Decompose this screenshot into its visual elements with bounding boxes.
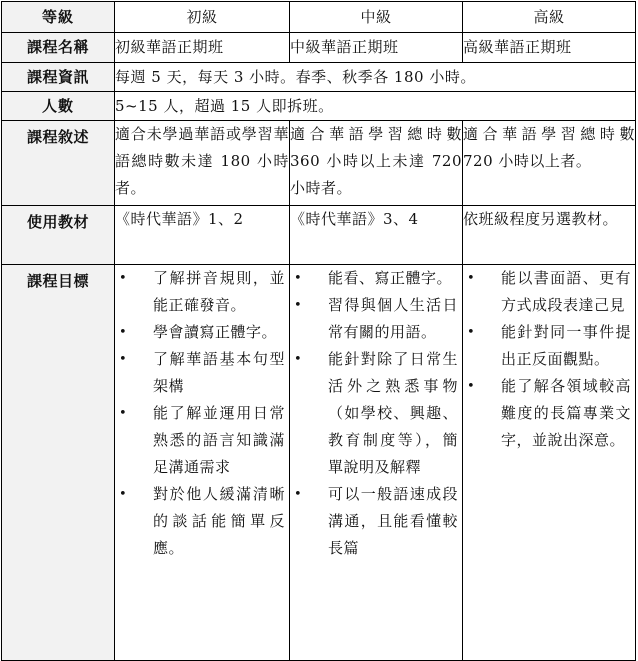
objective-item [463, 265, 635, 319]
bullet-icon: • [119, 325, 128, 340]
course-name-advanced: 高級華語正期班 [463, 33, 636, 63]
objective-text: 學會讀寫正體字。 [153, 323, 278, 341]
textbook-label: 使用教材 [2, 206, 115, 265]
objective-text: 了解拼音規則，並能正確發音。 [153, 269, 285, 314]
objectives-intermediate [290, 265, 463, 661]
textbook-intermediate: 《時代華語》3、4 [290, 206, 463, 265]
bullet-icon: • [294, 271, 303, 286]
header-level: 等級 [2, 2, 115, 33]
textbook-advanced: 依班級程度另選教材。 [463, 206, 636, 265]
textbook-row [2, 206, 636, 265]
bullet-icon: • [119, 406, 128, 421]
header-intermediate: 中級 [290, 2, 463, 33]
description-advanced: 適合華語學習總時數 720 小時以上者。 [463, 121, 636, 206]
objective-text: 能針對除了日常生活外之熟悉事物（如學校、興趣、教育制度等），簡單說明及解釋 [328, 350, 458, 476]
objective-item [290, 292, 462, 346]
bullet-icon: • [467, 271, 476, 286]
bullet-icon: • [119, 352, 128, 367]
description-beginner: 適合未學過華語或學習華語總時數未達 180 小時者。 [115, 121, 290, 206]
objective-item [290, 346, 462, 481]
objective-text: 可以一般語速成段溝通，且能看懂較長篇 [328, 485, 458, 557]
objective-item [115, 319, 289, 346]
bullet-icon: • [119, 271, 128, 286]
objectives-list [115, 265, 289, 562]
objectives-list [463, 265, 635, 454]
header-beginner: 初級 [115, 2, 290, 33]
header-row [2, 2, 636, 33]
objective-text: 能以書面語、更有方式成段表達己見 [501, 269, 631, 314]
course-name-label: 課程名稱 [2, 33, 115, 63]
objectives-beginner [115, 265, 290, 661]
class-size-label: 人數 [2, 92, 115, 121]
course-info-value: 每週 5 天，每天 3 小時。春季、秋季各 180 小時。 [115, 63, 636, 92]
bullet-icon: • [467, 379, 476, 394]
objective-item [115, 346, 289, 400]
bullet-icon: • [119, 487, 128, 502]
objectives-row [2, 265, 636, 661]
objective-item [290, 265, 462, 292]
course-name-beginner: 初級華語正期班 [115, 33, 290, 63]
objectives-label: 課程目標 [2, 265, 115, 661]
description-row [2, 121, 636, 206]
objective-item [115, 481, 289, 562]
class-size-row [2, 92, 636, 121]
objective-item [115, 265, 289, 319]
objective-text: 能了解並運用日常熟悉的語言知識滿足溝通需求 [153, 404, 285, 476]
bullet-icon: • [294, 352, 303, 367]
course-table [1, 1, 636, 661]
objective-item [290, 481, 462, 562]
bullet-icon: • [294, 487, 303, 502]
objective-item [115, 400, 289, 481]
course-name-row [2, 33, 636, 63]
header-advanced: 高級 [463, 2, 636, 33]
objective-text: 了解華語基本句型架構 [153, 350, 285, 395]
objectives-advanced [463, 265, 636, 661]
objective-text: 習得與個人生活日常有關的用語。 [328, 296, 458, 341]
objective-text: 對於他人緩滿清晰的談話能簡單反應。 [153, 485, 285, 557]
textbook-beginner: 《時代華語》1、2 [115, 206, 290, 265]
objectives-list [290, 265, 462, 562]
course-info-row [2, 63, 636, 92]
objective-text: 能了解各領域較高難度的長篇專業文字，並說出深意。 [501, 377, 631, 449]
bullet-icon: • [467, 325, 476, 340]
objective-text: 能針對同一事件提出正反面觀點。 [501, 323, 631, 368]
objective-text: 能看、寫正體字。 [328, 269, 453, 287]
objective-item [463, 373, 635, 454]
bullet-icon: • [294, 298, 303, 313]
description-intermediate: 適合華語學習總時數 360 小時以上未達 720 小時者。 [290, 121, 463, 206]
objective-item [463, 319, 635, 373]
course-name-intermediate: 中級華語正期班 [290, 33, 463, 63]
description-label: 課程敘述 [2, 121, 115, 206]
class-size-value: 5~15 人，超過 15 人即拆班。 [115, 92, 636, 121]
course-info-label: 課程資訊 [2, 63, 115, 92]
